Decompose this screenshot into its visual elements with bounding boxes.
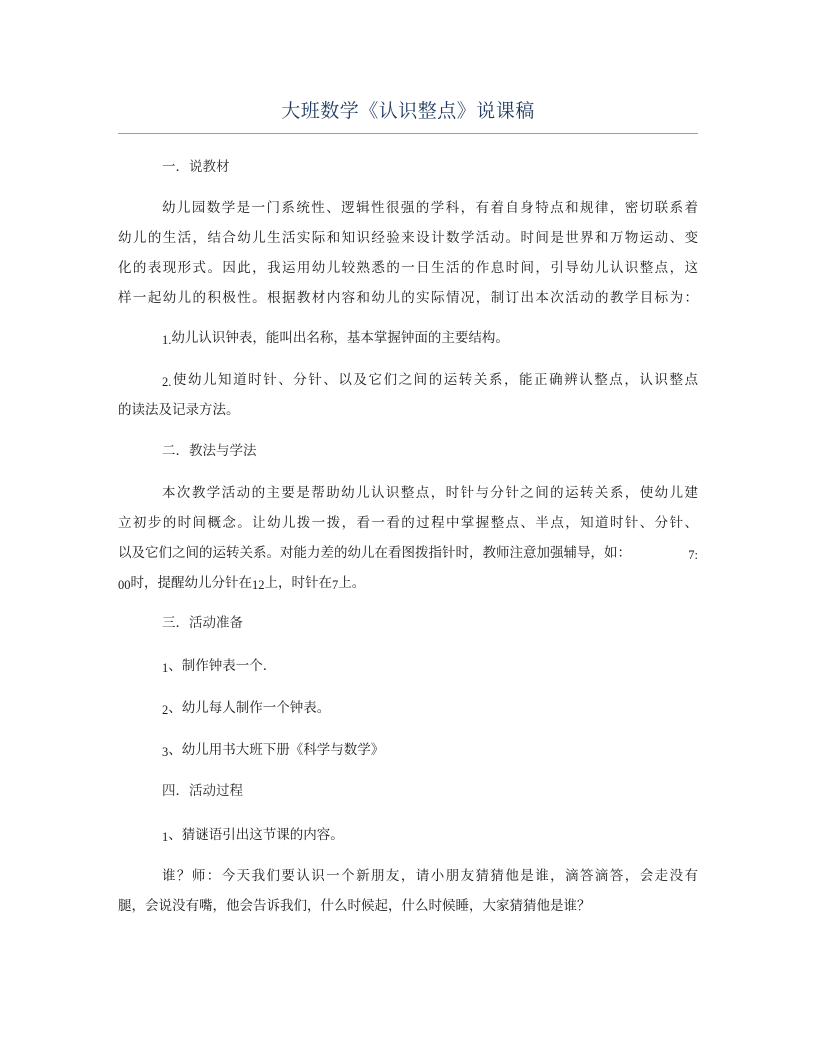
section-heading-2: 二．教法与学法 [162, 443, 257, 459]
paragraph-line [118, 573, 698, 593]
list-number: 1 [162, 661, 169, 675]
paragraph-line: 腿，会说没有嘴，他会告诉我们，什么时候起，什么时候睡，大家猜猜他是谁？ [118, 898, 591, 914]
paragraph-line: 本次教学活动的主要是帮助幼儿认识整点，时针与分针之间的运转关系，使幼儿建 [162, 485, 698, 501]
list-item [162, 698, 698, 718]
paragraph-line: 样一起幼儿的积极性。根据教材内容和幼儿的实际情况，制订出本次活动的教学目标为： [118, 290, 698, 306]
title-underline-rule [118, 133, 698, 134]
number-value: 7 [332, 578, 339, 592]
list-text: 、制作钟表一个. [168, 658, 268, 674]
list-text: 、幼儿每人制作一个钟表。 [168, 700, 331, 716]
list-number: 3 [162, 745, 169, 759]
list-item [162, 740, 698, 760]
paragraph-text: 时，提醒幼儿分针在 [130, 575, 252, 591]
list-text: 、猜谜语引出这节课的内容。 [168, 827, 344, 843]
list-item [162, 656, 698, 676]
paragraph-line: 立初步的时间概念。让幼儿拨一拨，看一看的过程中掌握整点、半点，知道时针、分针、 [118, 515, 698, 531]
paragraph-text: 上，时针在 [264, 575, 332, 591]
section-heading-1: 一．说教材 [162, 159, 230, 175]
number-value: 12 [252, 578, 265, 592]
paragraph-line: 的读法及记录方法。 [118, 402, 240, 418]
objective-2 [162, 370, 698, 390]
section-heading-3: 三．活动准备 [162, 615, 243, 631]
time-value: 7: [688, 548, 698, 562]
paragraph-line: 谁？师：今天我们要认识一个新朋友，请小朋友猜猜他是谁，滴答滴答，会走没有 [162, 868, 698, 884]
list-number: 1 [162, 830, 169, 844]
list-item [162, 825, 698, 845]
objective-number: 1. [162, 333, 172, 347]
time-value: 00 [118, 578, 131, 592]
document-title: 大班数学《认识整点》说课稿 [281, 100, 535, 122]
paragraph-line: 幼儿园数学是一门系统性、逻辑性很强的学科，有着自身特点和规律，密切联系着 [162, 200, 698, 216]
paragraph-text: 以及它们之间的运转关系。对能力差的幼儿在看图拨指针时，教师注意加强辅导，如： [118, 545, 631, 561]
objective-text: 使幼儿知道时针、分针、以及它们之间的运转关系，能正确辨认整点，认识整点 [171, 372, 698, 388]
objective-1 [162, 328, 698, 348]
objective-number: 2. [162, 375, 172, 389]
paragraph-text: 上。 [338, 575, 366, 591]
paragraph-line [118, 543, 698, 563]
paragraph-line: 化的表现形式。因此，我运用幼儿较熟悉的一日生活的作息时间，引导幼儿认识整点，这 [118, 260, 698, 276]
section-heading-4: 四．活动过程 [162, 783, 243, 799]
paragraph-line: 幼儿的生活，结合幼儿生活实际和知识经验来设计数学活动。时间是世界和万物运动、变 [118, 230, 698, 246]
list-number: 2 [162, 703, 169, 717]
objective-text: 幼儿认识钟表，能叫出名称，基本掌握钟面的主要结构。 [171, 330, 509, 346]
list-text: 、幼儿用书大班下册《科学与数学》 [168, 742, 385, 758]
